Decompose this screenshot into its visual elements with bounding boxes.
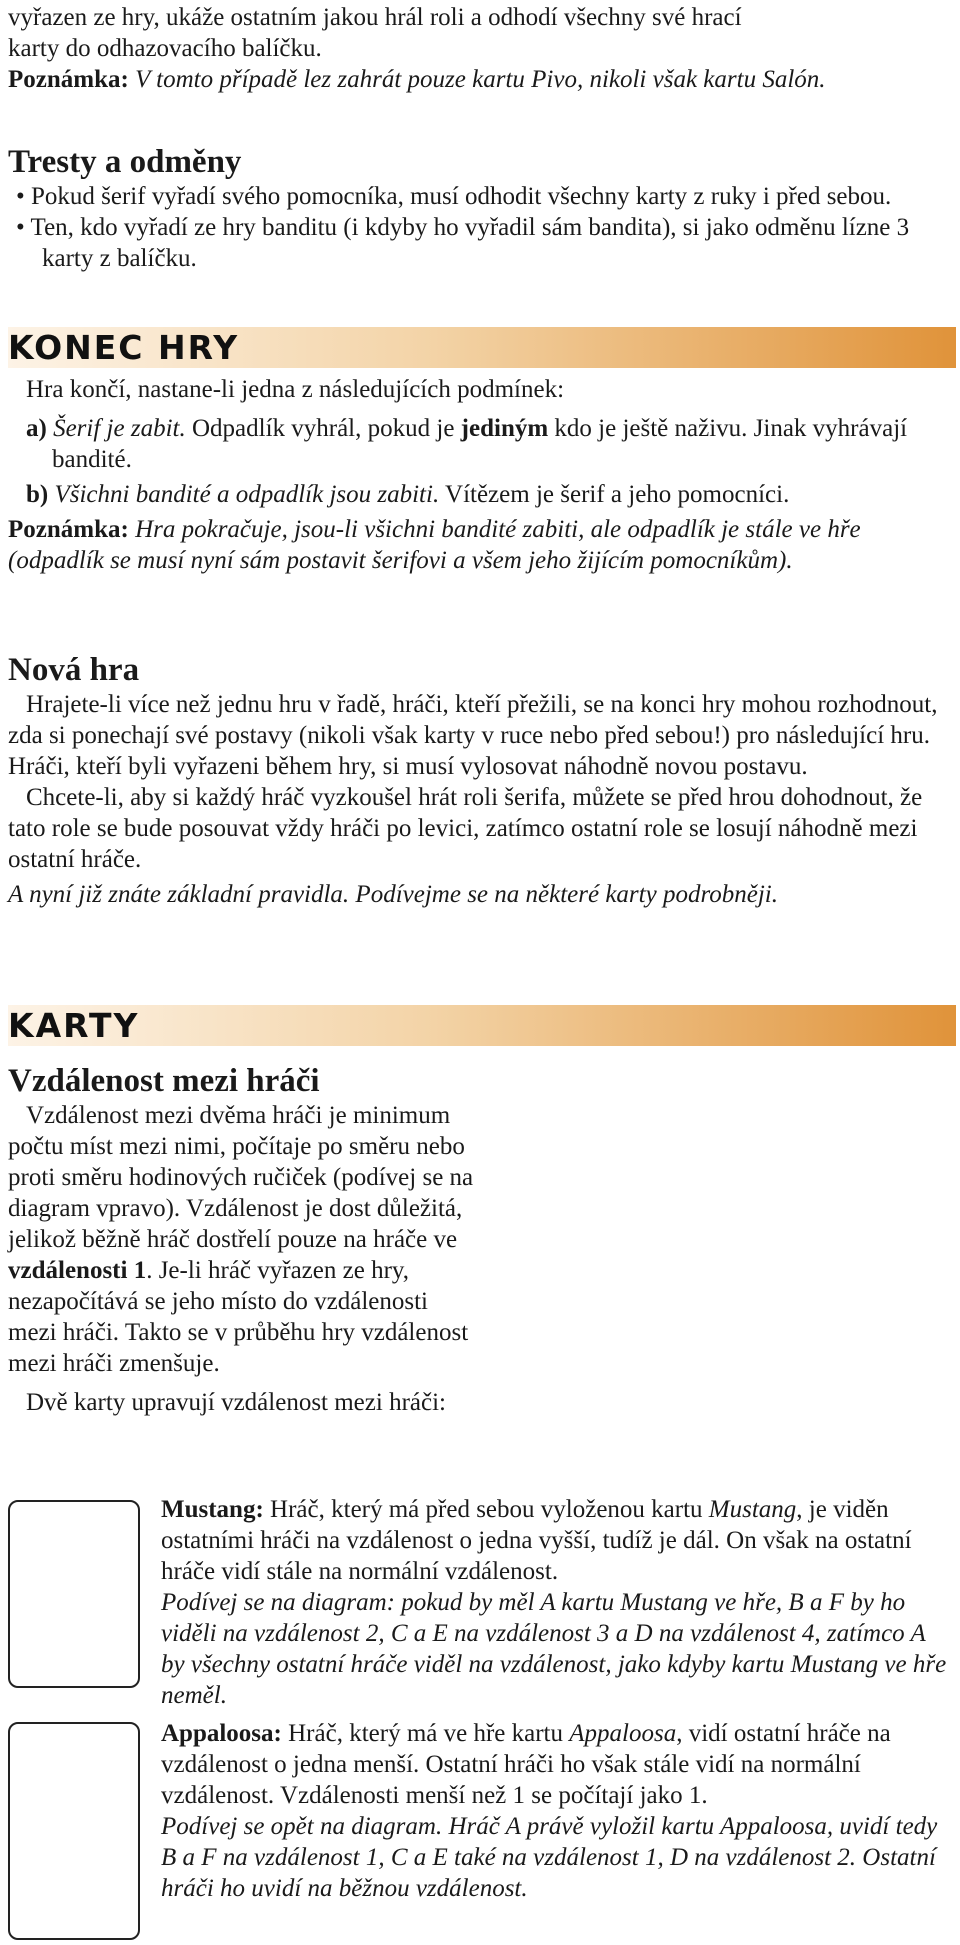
konec-condition-a — [8, 413, 954, 475]
konec-section — [8, 374, 954, 576]
distance-p1-bold: vzdálenosti 1 — [8, 1257, 147, 1284]
konec-note — [8, 514, 954, 576]
nova-hra-heading: Nová hra — [8, 652, 140, 688]
appaloosa-t2: , vidí ostatní hráče na vzdálenost o jedna menší. Ostatní hráči ho však stále vidí na normální vzdálenost. Vzdálenosti menší než 1 se počítají jako 1. — [161, 1720, 891, 1809]
mustang-t2: , je viděn ostatními hráči na vzdálenost o jedna vyšší, tudíž je dál. On však na ostatní hráče vidí stále na normální vzdálenost. — [161, 1496, 912, 1585]
intro-line-1: vyřazen ze hry, ukáže ostatním jakou hrál roli a odhodí všechny své hrací — [8, 4, 742, 31]
note-label: Poznámka: — [8, 66, 129, 93]
cond-a-text1: Odpadlík vyhrál, pokud je — [191, 415, 455, 442]
section-band-karty — [8, 1005, 956, 1046]
note-text: V tomto případě lez zahrát pouze kartu Pivo, nikoli však kartu Salón. — [135, 66, 826, 93]
mustang-desc — [161, 1494, 954, 1587]
appaloosa-card-name: Appaloosa — [569, 1720, 677, 1747]
nova-hra-closing: A nyní již znáte základní pravidla. Podívejme se na některé karty podrobněji. — [8, 881, 778, 908]
intro-block — [8, 2, 954, 95]
distance-p1 — [8, 1100, 478, 1379]
distance-p1-b: . Je-li hráč vyřazen ze hry, nezapočítává se jeho místo do vzdálenosti mezi hráči. Takto se v průběhu hry vzdálenost mezi hráči zmenšuje. — [8, 1257, 469, 1377]
nova-hra-p2: Chcete-li, aby si každý hráč vyzkoušel hrát roli šerifa, můžete se před hrou dohodnout, že tato role se bude posouvat vždy hráči po levici, zatímco ostatní role se losují náhodně mezi ostatní hráče. — [8, 784, 923, 873]
section-band-konec-hry — [8, 327, 956, 368]
mustang-block — [161, 1494, 954, 1711]
band-title: KONEC HRY — [8, 328, 240, 367]
cond-b-italic: Všichni bandité a odpadlík jsou zabiti. — [54, 481, 440, 508]
distance-heading: Vzdálenost mezi hráči — [8, 1063, 320, 1099]
cond-a-label: a) — [26, 415, 47, 442]
intro-note — [8, 64, 954, 95]
appaloosa-block — [161, 1718, 954, 1904]
mustang-card-name: Mustang — [708, 1496, 797, 1523]
mustang-card-image — [8, 1500, 140, 1688]
note-label: Poznámka: — [8, 516, 129, 543]
tresty-bullet-1: • Pokud šerif vyřadí svého pomocníka, musí odhodit všechny karty z ruky i před sebou. — [16, 183, 892, 210]
cond-b-label: b) — [26, 481, 49, 508]
mustang-diagram-note: Podívej se na diagram: pokud by měl A kartu Mustang ve hře, B a F by ho viděli na vzdálenost 2, C a E na vzdálenost 3 a D na vzdálenost 4, zatímco A by všechny ostatní hráče viděl na vzdálenost, jako kdyby kartu Mustang ve hře neměl. — [161, 1589, 947, 1709]
nova-hra-section — [8, 651, 954, 910]
note-text: Hra pokračuje, jsou-li všichni bandité zabiti, ale odpadlík je stále ve hře (odpadlík se musí nyní sám postavit šerifovi a všem jeho žijícím pomocníkům). — [8, 516, 861, 574]
distance-p1-a: Vzdálenost mezi dvěma hráči je minimum počtu míst mezi nimi, počítaje po směru nebo proti směru hodinových ručiček (podívej se na diagram vpravo). Vzdálenost je dost důležitá, jelikož běžně hráč dostřelí pouze na hráče ve — [8, 1102, 474, 1253]
nova-hra-p1: Hrajete-li více než jednu hru v řadě, hráči, kteří přežili, se na konci hry mohou rozhodnout, zda si ponechají své postavy (nikoli však karty v ruce nebo před sebou!) pro následující hru. Hráči, kteří byli vyřazeni během hry, si musí vylosovat náhodně novou postavu. — [8, 691, 938, 780]
mustang-t1: Hráč, který má před sebou vyloženou kartu — [270, 1496, 703, 1523]
tresty-bullet-2: • Ten, kdo vyřadí ze hry banditu (i kdyby ho vyřadil sám bandita), si jako odměnu lízne 3 karty z balíčku. — [16, 214, 910, 272]
karty-section — [8, 1062, 954, 1418]
cond-a-italic: Šerif je zabit. — [53, 415, 186, 442]
intro-line-2: karty do odhazovacího balíčku. — [8, 35, 322, 62]
appaloosa-t1: Hráč, který má ve hře kartu — [288, 1720, 563, 1747]
appaloosa-card-image — [8, 1722, 140, 1940]
mustang-label: Mustang: — [161, 1496, 264, 1523]
appaloosa-label: Appaloosa: — [161, 1720, 282, 1747]
cond-a-bold: jediným — [460, 415, 549, 442]
cond-a-text2: kdo je ještě naživu. Jinak vyhrávají bandité. — [52, 415, 908, 473]
tresty-section — [8, 143, 954, 274]
appaloosa-diagram-note: Podívej se opět na diagram. Hráč A právě vyložil kartu Appaloosa, uvidí tedy B a F na vzdálenost 1, C a E také na vzdálenost 1, D na vzdálenost 2. Ostatní hráči ho uvidí na běžnou vzdálenost. — [161, 1813, 938, 1902]
konec-condition-b — [8, 479, 954, 510]
cond-b-text: Vítězem je šerif a jeho pomocníci. — [445, 481, 790, 508]
konec-intro: Hra končí, nastane-li jedna z následujících podmínek: — [26, 376, 565, 403]
distance-p2: Dvě karty upravují vzdálenost mezi hráči: — [26, 1389, 446, 1416]
appaloosa-desc — [161, 1718, 954, 1811]
tresty-heading: Tresty a odměny — [8, 144, 242, 180]
band-title: KARTY — [8, 1006, 140, 1045]
